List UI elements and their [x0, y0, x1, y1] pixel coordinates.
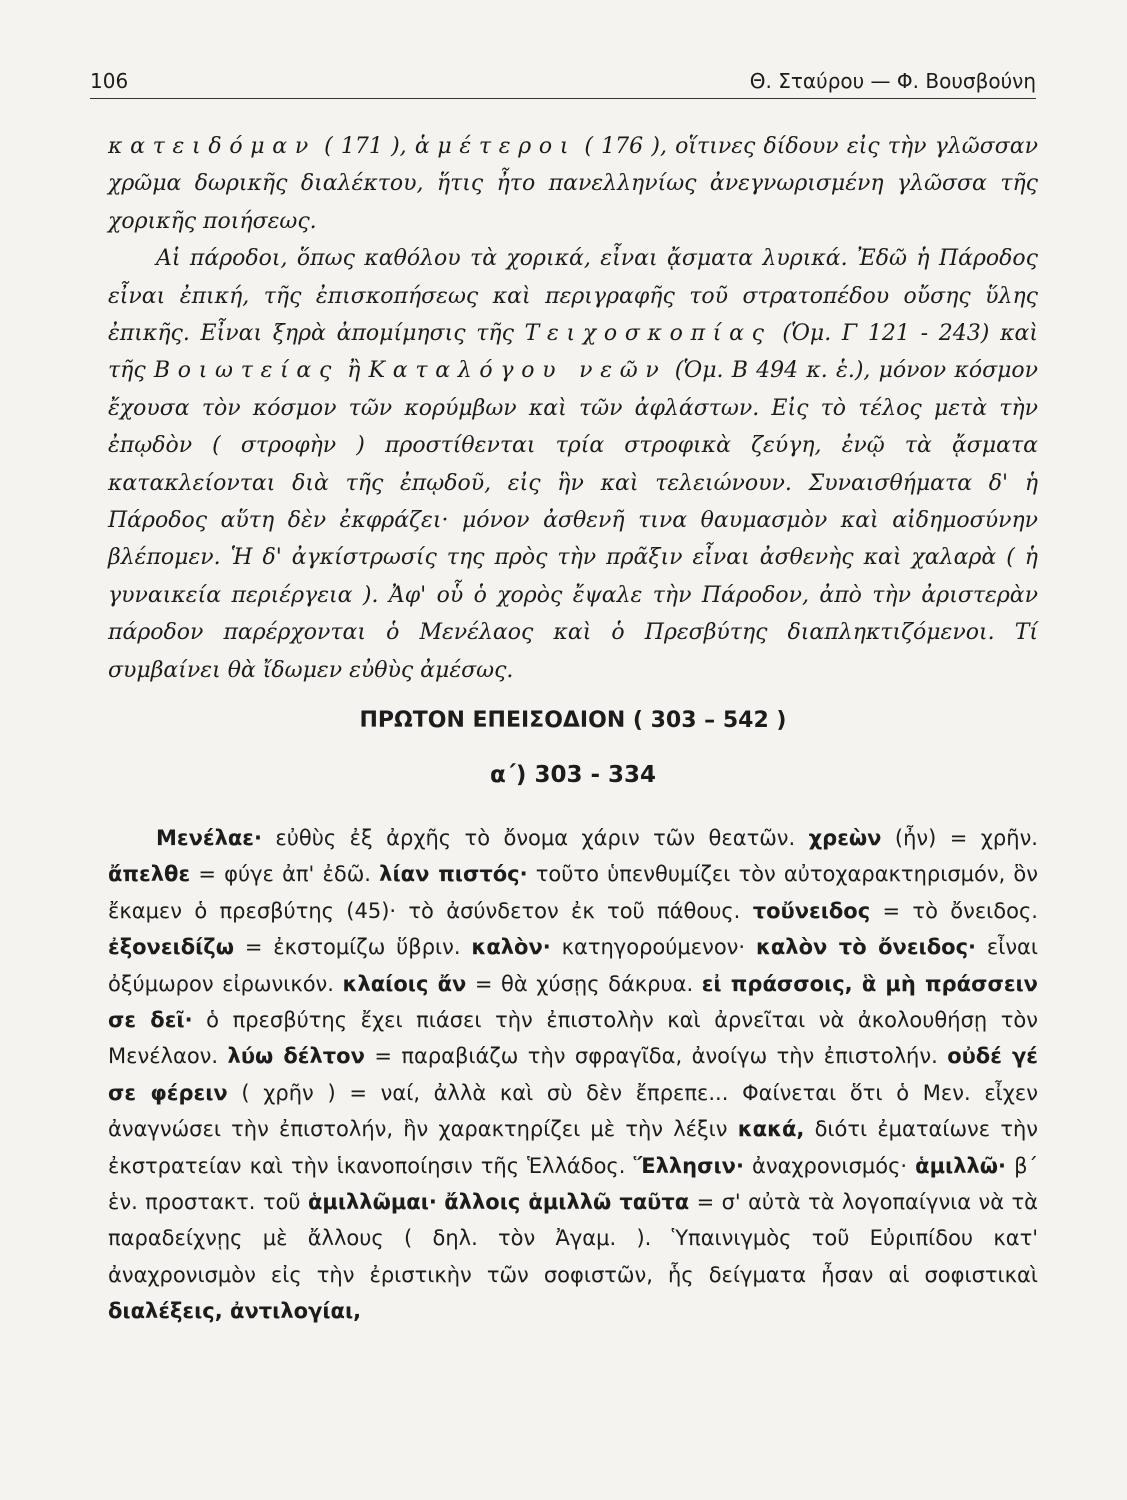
commentary-text: [108, 820, 1038, 1330]
lemma: ἁμιλλῶμαι·: [307, 1190, 437, 1215]
spaced-word: κατειδόμαν: [108, 134, 316, 159]
page-header: [90, 64, 1036, 99]
intro-text: [108, 128, 1038, 689]
lemma: κακά,: [737, 1117, 805, 1142]
lemma: χρεὼν: [808, 826, 882, 850]
commentary-paragraph: [108, 820, 1038, 1330]
lemma: ἁμιλλῶ·: [915, 1153, 1007, 1178]
spaced-word: Βοιωτείας: [153, 358, 339, 384]
lemma: τοὔνειδος: [752, 898, 871, 923]
text-run: τοῦτο ὑπενθυμίζει τὸν αὐτοχαρακτηρισμόν, ὃν ἔκαμεν ὁ πρεσβύτης (45)· τὸ ἀσύνδετον ἐκ τοῦ πάθους.: [108, 862, 1039, 923]
text-run: ἀναχρονισμός·: [743, 1153, 916, 1178]
text-run: = ἐκστομίζω ὕβριν.: [233, 935, 472, 960]
running-head: Θ. Σταύρου — Φ. Βουσβούνη: [749, 69, 1036, 93]
text-run: εἶναι ὀξύμωρον εἰρωνικόν.: [108, 935, 1039, 996]
paragraph-1: [108, 128, 1038, 240]
section-title: ΠΡΩΤΟΝ ΕΠΕΙΣΟΔΙΟΝ ( 303 – 542 ): [359, 708, 787, 733]
paragraph-2: [108, 240, 1038, 689]
lemma: οὐδέ γέ σε φέρειν: [108, 1044, 1038, 1105]
lemma: Μενέλαε·: [156, 826, 262, 850]
subsection-title: α΄) 303 - 334: [489, 762, 657, 788]
text-run: = παραβιάζω τὴν σφραγῖδα, ἀνοίγω τὴν ἐπιστολήν.: [364, 1044, 948, 1069]
lemma: Ἕλλησιν·: [633, 1153, 744, 1178]
text-run: Αἱ πάροδοι, ὅπως καθόλου τὰ χορικά, εἶναι ᾄσματα λυρικά. Ἐδῶ ἡ Πάροδος εἶναι ἐπική, τῆς ἐπισκοπήσεως καὶ περιγραφῆς τοῦ στρατοπέδου οὔσης ὕλης ἐπικῆς. Εἶναι ξηρὰ ἀπομίμησις τῆς: [108, 246, 1038, 347]
spaced-word: ἁμέτεροι: [414, 134, 577, 159]
spaced-word: Τειχοσκοπίας: [524, 321, 772, 347]
text-run: ( χρῆν ) = ναί, ἀλλὰ καὶ σὺ δὲν ἔπρεπε... Φαίνεται ὅτι ὁ Μεν. εἶχεν ἀναγνώσει τὴν ἐπιστολήν, ἣν χαρακτηρίζει μὲ τὴν λέξιν: [108, 1080, 1038, 1142]
text-run: = σ' αὐτὰ τὰ λογοπαίγνια νὰ τὰ παραδείχνῃς μὲ ἄλλους ( δηλ. τὸν Ἀγαμ. ). Ὑπαινιγμὸς τοῦ Εὐριπίδου κατ' ἀναχρονισμὸν εἰς τὴν ἐριστικὴν τῶν σοφιστῶν, ἧς δείγματα ἦσαν αἱ σοφιστικαὶ: [108, 1190, 1038, 1287]
lemma: διαλέξεις, ἀντιλογίαι,: [108, 1299, 362, 1324]
lemma: ἄλλοις ἁμιλλῶ ταῦτα: [444, 1190, 690, 1215]
lemma: καλὸν τὸ ὄνειδος·: [755, 935, 977, 960]
lemma: εἰ πράσσοις, ἃ μὴ πράσσειν σε δεῖ·: [108, 971, 1038, 1033]
text-run: εὐθὺς ἐξ ἀρχῆς τὸ ὄνομα χάριν τῶν θεατῶν.: [261, 826, 809, 850]
text-run: = θὰ χύσῃς δάκρυα.: [466, 971, 702, 996]
text-run: διότι ἐματαίωνε τὴν ἐκστρατείαν καὶ τὴν ἱκανοποίησιν τῆς Ἑλλάδος.: [108, 1117, 1039, 1178]
text-run: ( 171 ),: [315, 134, 415, 159]
text-run: (Ὁμ. Γ 121 - 243) καὶ τῆς: [108, 321, 1038, 384]
lemma: ἄπελθε: [108, 862, 191, 887]
text-run: κατηγορούμενον·: [550, 935, 756, 960]
text-run: ἢ: [338, 358, 369, 384]
text-run: β΄ ἑν. προστακτ. τοῦ: [108, 1153, 1038, 1215]
lemma: λύω δέλτον: [227, 1044, 365, 1069]
lemma: κλαίοις ἄν: [342, 971, 467, 996]
spaced-word: Καταλόγου νεῶν: [368, 358, 667, 384]
lemma: λίαν πιστός·: [379, 862, 528, 887]
text-run: ( 176 ), οἵτινες δίδουν εἰς τὴν γλῶσσαν χρῶμα δωρικῆς διαλέκτου, ἥτις ἦτο πανελληνίως ἀνεγνωρισμένη γλῶσσα τῆς χορικῆς ποιήσεως.: [108, 134, 1038, 234]
text-run: (Ὁμ. Β 494 κ. ἑ.), μόνον κόσμον ἔχουσα τὸν κόσμον τῶν κορύμβων καὶ τῶν ἀφλάστων. Εἰς τὸ τέλος μετὰ τὴν ἐπῳδὸν ( στροφὴν ) προστίθενται τρία στροφικὰ ζεύγη, ἐνῷ τὰ ᾄσματα κατακλείονται διὰ τῆς ἐπῳδοῦ, εἰς ἣν καὶ τελειώνουν. Συναισθήματα δ' ἡ Πάροδος αὕτη δὲν ἐκφράζει· μόνον ἀσθενῆ τινα θαυμασμὸν καὶ αἰδημοσύνην βλέπομεν. Ἡ δ' ἀγκίστρωσίς της πρὸς τὴν πρᾶξιν εἶναι ἀσθενὴς καὶ χαλαρὰ ( ἡ γυναικεία περιέργεια ). Ἀφ' οὗ ὁ χορὸς ἔψαλε τὴν Πάροδον, ἀπὸ τὴν ἀριστερὰν πάροδον παρέρχονται ὁ Μενέλαος καὶ ὁ Πρεσβύτης διαπληκτιζόμενοι. Τί συμβαίνει θὰ ἴδωμεν εὐθὺς ἀμέσως.: [108, 358, 1039, 683]
text-run: = φύγε ἀπ' ἐδῶ.: [190, 862, 380, 887]
text-run: = τὸ ὄνειδος.: [870, 898, 1038, 923]
text-run: ὁ πρεσβύτης ἔχει πιάσει τὴν ἐπιστολὴν καὶ ἀρνεῖται νὰ ἀκολουθήσῃ τὸν Μενέλαον.: [108, 1008, 1038, 1069]
lemma: ἐξονειδίζω: [108, 935, 234, 960]
page-number: 106: [90, 69, 129, 93]
lemma: καλὸν·: [471, 935, 551, 960]
text-run: (ἦν) = χρῆν.: [881, 826, 1038, 850]
